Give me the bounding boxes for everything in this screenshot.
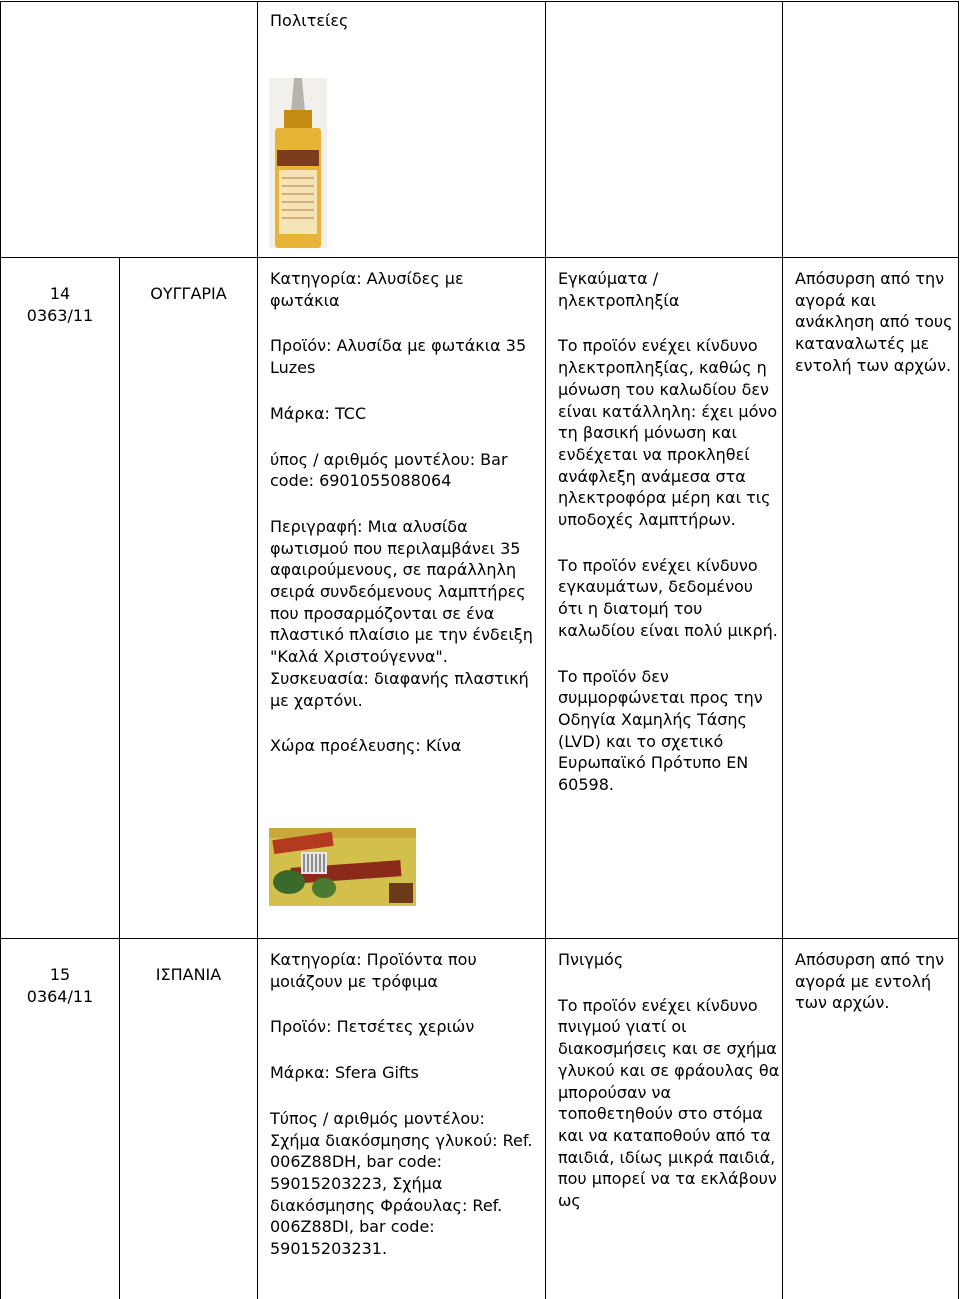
row-15-risk-cell — [558, 949, 780, 1236]
row-code: 0363/11 — [26, 305, 94, 325]
row-15-measures: Απόσυρση από την αγορά με εντολή των αρχών. — [795, 950, 945, 1013]
row-divider-1 — [0, 257, 959, 258]
product-description: Περιγραφή: Μια αλυσίδα φωτισμού που περιλαμβάνει 35 αφαιρούμενους, σε παράλληλη σειρά συνδεόμενους λαμπτήρες που προσαρμόζονται σε ένα πλαστικό πλαίσιο με την ένδειξη "Καλά Χριστούγεννα". Συσκευασία: διαφανής πλαστική με χαρτόνι. — [270, 516, 533, 710]
top-row-label: Πολιτείες — [270, 11, 349, 30]
table-border-right — [958, 1, 959, 1299]
row-15-number-cell — [1, 964, 119, 1007]
col-divider-4 — [782, 1, 783, 1299]
table-border-left — [0, 1, 1, 1299]
light-chain-product-image — [269, 828, 416, 906]
col-divider-1 — [119, 257, 120, 1299]
risk-description: Το προϊόν ενέχει κίνδυνο ηλεκτροπληξίας, καθώς η μόνωση του καλωδίου δεν είναι κατάλληλη: έχει μόνο τη βασική μόνωση και ενδέχεται να προκληθεί ανάφλεξη ανάμεσα στα ηλεκτροφόρα μέρη και τις υποδοχές λαμπτήρων. — [558, 336, 778, 530]
bottle-product-image — [269, 78, 327, 248]
risk-description: Το προϊόν ενέχει κίνδυνο εγκαυμάτων, δεδομένου ότι η διατομή του καλωδίου είναι πολύ μικρή. — [558, 555, 778, 640]
product-origin: Χώρα προέλευσης: Κίνα — [270, 736, 462, 756]
col-divider-2 — [257, 1, 258, 1299]
row-14-country: ΟΥΓΓΑΡΙΑ — [150, 284, 227, 303]
row-15-product-cell — [270, 949, 538, 1284]
product-model: ύπος / αριθμός μοντέλου: Bar code: 6901055088064 — [270, 449, 508, 491]
product-brand: Μάρκα: Sfera Gifts — [270, 1063, 419, 1083]
risk-type: Εγκαύματα / ηλεκτροπληξία — [558, 269, 680, 310]
row-14-product-cell — [270, 268, 538, 781]
row-14-measures: Απόσυρση από την αγορά και ανάκληση από τους καταναλωτές με εντολή των αρχών. — [795, 269, 953, 375]
table-border-top — [0, 1, 959, 2]
risk-description: Το προϊόν ενέχει κίνδυνο πνιγμού γιατί οι διακοσμήσεις και σε σχήμα γλυκού και σε φράουλας θα μπορούσαν να τοποθετηθούν στο στόμα και να καταποθούν από τα παιδιά, ιδίως μικρά παιδιά, που μπορεί να τα εκλάβουν ως — [558, 995, 780, 1211]
product-model: Τύπος / αριθμός μοντέλου: Σχήμα διακόσμησης γλυκού: Ref. 006Z88DH, bar code: 59015203223, Σχήμα διακόσμησης Φράουλας: Ref. 006Z88DI, bar code: 59015203231. — [270, 1108, 533, 1259]
row-number: 14 — [49, 284, 71, 303]
product-category: Κατηγορία: Προϊόντα που μοιάζουν με τρόφιμα — [270, 950, 477, 991]
row-number: 15 — [49, 965, 71, 984]
row-15-country: ΙΣΠΑΝΙΑ — [155, 965, 222, 984]
product-brand: Μάρκα: TCC — [270, 403, 367, 423]
row-code: 0364/11 — [26, 986, 94, 1006]
row-divider-2 — [0, 938, 959, 939]
risk-description: Το προϊόν δεν συμμορφώνεται προς την Οδηγία Χαμηλής Τάσης (LVD) και το σχετικό Ευρωπαϊκό Πρότυπο EN 60598. — [558, 666, 763, 795]
col-divider-3 — [545, 1, 546, 257]
row-14-risk-cell — [558, 268, 780, 820]
risk-type: Πνιγμός — [558, 950, 624, 969]
product-category: Κατηγορία: Αλυσίδες με φωτάκια — [270, 269, 464, 310]
row-14-number-cell — [1, 283, 119, 326]
product-name: Προϊόν: Αλυσίδα με φωτάκια 35 Luzes — [270, 336, 527, 378]
product-name: Προϊόν: Πετσέτες χεριών — [270, 1017, 475, 1037]
col-divider-3b — [545, 257, 546, 1299]
